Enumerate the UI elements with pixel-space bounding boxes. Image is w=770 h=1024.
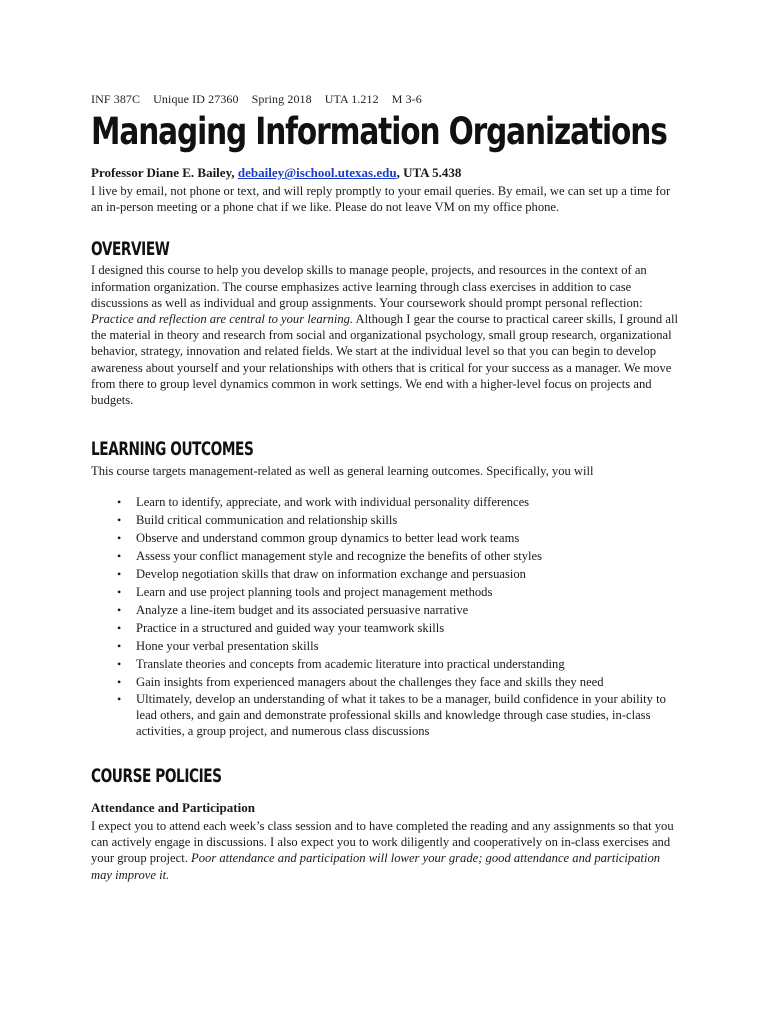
attendance-emphasis: Poor attendance and participation will lower your grade; good attendance and participation may improve it. <box>91 851 661 882</box>
attendance-heading: Attendance and Participation <box>91 800 255 816</box>
attendance-text: I expect you to attend each week’s class session and to have completed the reading and any assignments so that you can actively engage in discussions. I also expect you to work diligently and cooperatively on in-class exercises and your group project. <box>91 819 674 866</box>
professor-line <box>91 165 681 181</box>
professor-office: , UTA 5.438 <box>396 165 462 181</box>
overview-text-start: I designed this course to help you develop skills to manage people, projects, and resources in the context of an information organization. The course emphasizes active learning through class exercises in addition to case discussions as well as individual and group assignments. Your coursework should prompt personal reflection: <box>91 263 647 310</box>
learning-outcomes-intro: This course targets management-related as well as general learning outcomes. Specifically, you will <box>91 464 594 479</box>
list-item: • Assess your conflict management style and recognize the benefits of other styles <box>136 547 681 565</box>
list-item: • Develop negotiation skills that draw on information exchange and persuasion <box>136 565 681 583</box>
list-item: • Practice in a structured and guided way your teamwork skills <box>136 619 681 637</box>
overview-paragraph <box>91 262 681 408</box>
learning-outcomes-heading: LEARNING OUTCOMES <box>91 438 254 461</box>
learning-outcomes-list <box>91 493 681 739</box>
list-item: • Hone your verbal presentation skills <box>136 637 681 655</box>
professor-email-link[interactable]: debailey@ischool.utexas.edu <box>237 165 397 181</box>
contact-note: I live by email, not phone or text, and will reply promptly to your email queries. By email, we can set up a time for an in-person meeting or a phone chat if we like. Please do not leave VM on my office phone. <box>91 184 671 215</box>
list-item: • Observe and understand common group dynamics to better lead work teams <box>136 529 681 547</box>
course-code: INF 387C <box>91 92 141 106</box>
list-item: • Learn and use project planning tools and project management methods <box>136 583 681 601</box>
course-policies-heading: COURSE POLICIES <box>91 765 222 788</box>
attendance-paragraph <box>91 818 681 883</box>
unique-id: Unique ID 27360 <box>153 92 239 106</box>
list-item: • Build critical communication and relationship skills <box>136 511 681 529</box>
professor-name: Professor Diane E. Bailey, <box>91 165 238 181</box>
room: UTA 1.212 <box>324 92 379 106</box>
syllabus-content <box>91 92 681 883</box>
list-item: • Translate theories and concepts from academic literature into practical understanding <box>136 655 681 673</box>
overview-emphasis: Practice and reflection are central to your learning. <box>91 312 354 327</box>
list-item: • Analyze a line-item budget and its associated persuasive narrative <box>136 601 681 619</box>
overview-text-end: Although I gear the course to practical career skills, I ground all the material in theory and research from social and organizational psychology, small group research, organizational behavior, strategy, innovation and related fields. We start at the individual level so that you can begin to develop awareness about yourself and your relationships with others that is critical for your success as a manager. We move from there to group level dynamics common in work settings. We end with a higher-level focus on projects and budgets. <box>91 312 678 408</box>
class-time: M 3-6 <box>391 92 422 106</box>
course-meta-line <box>91 92 681 107</box>
list-item: • Ultimately, develop an understanding of what it takes to be a manager, build confidence in your ability to lead others, and gain and demonstrate professional skills and knowledge through case studies, in-class activities, a group project, and numerous class discussions <box>136 691 681 739</box>
term: Spring 2018 <box>251 92 312 106</box>
course-title: Managing Information Organizations <box>91 110 667 153</box>
list-item: • Gain insights from experienced managers about the challenges they face and skills they need <box>136 673 681 691</box>
overview-heading: OVERVIEW <box>91 237 170 260</box>
list-item: • Learn to identify, appreciate, and work with individual personality differences <box>136 493 681 511</box>
